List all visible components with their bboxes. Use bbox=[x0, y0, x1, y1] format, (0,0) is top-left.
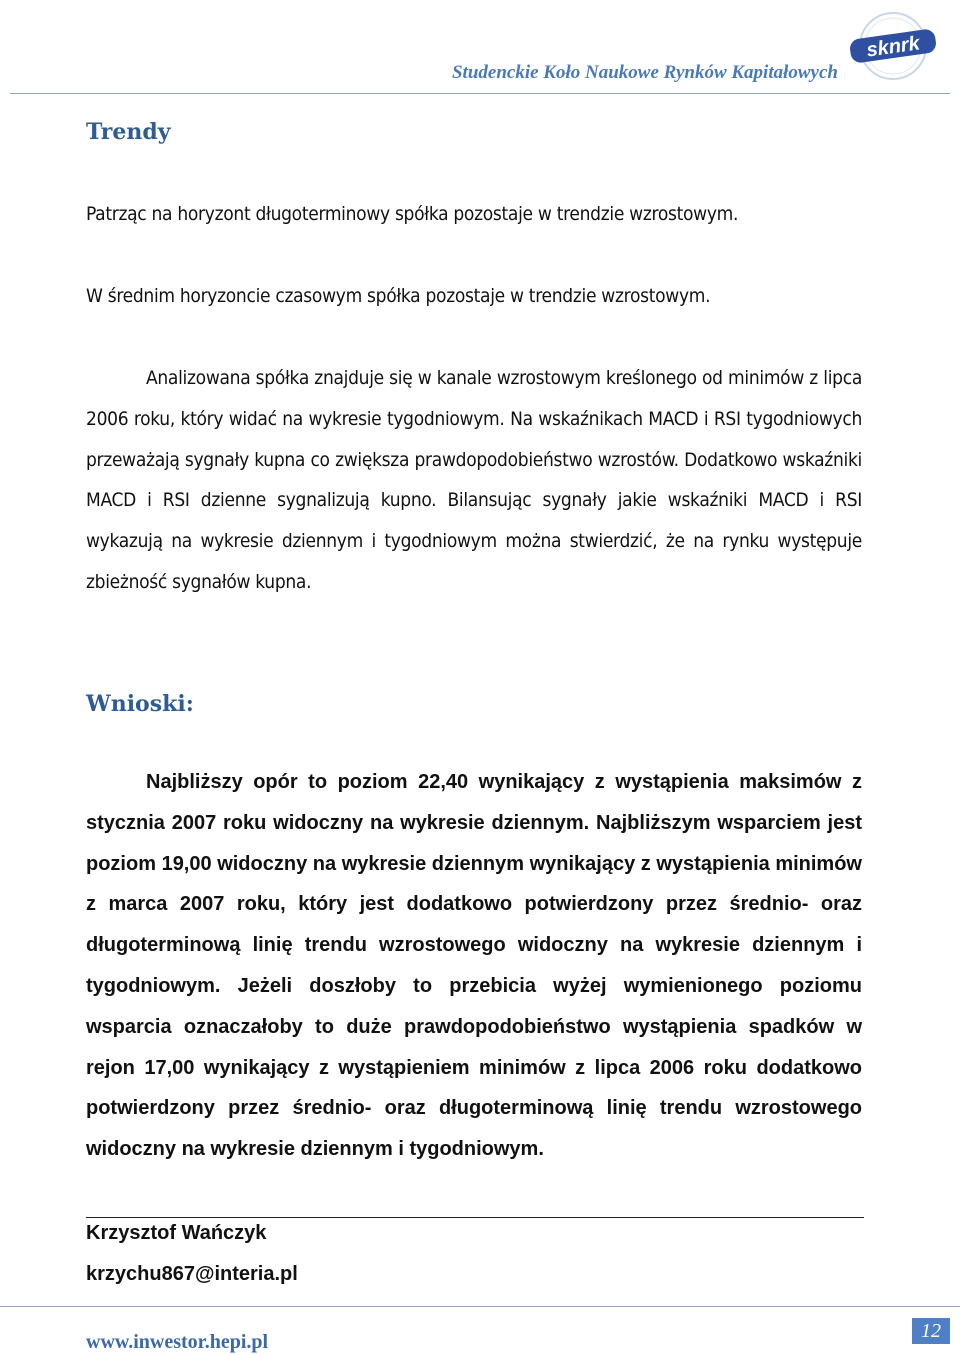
page-number: 12 bbox=[912, 1318, 950, 1344]
author-divider bbox=[86, 1217, 864, 1218]
author-email[interactable]: krzychu867@interia.pl bbox=[86, 1263, 298, 1285]
author-name: Krzysztof Wańczyk bbox=[86, 1222, 267, 1244]
website-link[interactable]: www.inwestor.hepi.pl bbox=[86, 1331, 269, 1353]
sknrk-logo bbox=[842, 10, 944, 82]
paragraph-analysis: Analizowana spółka znajduje się w kanale wzrostowym kreślonego od minimów z lipca 2006 roku, który widać na wykresie tygodniowym. Na wskaźnikach MACD i RSI tygodniowych przeważają sygnały kupna co zwiększa prawdopodobieństwo wzrostów. Dodatkowo wskaźniki MACD i RSI dzienne sygnalizują kupno. Bilansując sygnały jakie wskaźniki MACD i RSI wykazują na wykresie dziennym i tygodniowym można stwierdzić, że na rynku występuje zbieżność sygnałów kupna. bbox=[86, 367, 862, 593]
paragraph-mid-term: W średnim horyzoncie czasowym spółka pozostaje w trendzie wzrostowym. bbox=[86, 285, 711, 307]
paragraph-long-term: Patrząc na horyzont długoterminowy spółka pozostaje w trendzie wzrostowym. bbox=[86, 203, 739, 225]
section-title-trendy: Trendy bbox=[86, 119, 171, 145]
svg-text:sknrk: sknrk bbox=[865, 32, 922, 62]
header-divider bbox=[10, 93, 950, 94]
section-title-wnioski: Wnioski: bbox=[86, 691, 194, 717]
org-name: Studenckie Koło Naukowe Rynków Kapitałowych bbox=[451, 62, 838, 83]
footer-divider bbox=[0, 1306, 960, 1307]
paragraph-conclusions: Najbliższy opór to poziom 22,40 wynikający z wystąpienia maksimów z stycznia 2007 roku widoczny na wykresie dziennym. Najbliższym wsparciem jest poziom 19,00 widoczny na wykresie dziennym wynikający z wystąpienia minimów z marca 2007 roku, który jest dodatkowo potwierdzony przez średnio- oraz długoterminową linię trendu wzrostowego widoczny na wykresie dziennym i tygodniowym. Jeżeli doszłoby to przebicia wyżej wymienionego poziomu wsparcia oznaczałoby to duże prawdopodobieństwo wystąpienia spadków w rejon 17,00 wynikający z wystąpieniem minimów z lipca 2006 roku dodatkowo potwierdzony przez średnio- oraz długoterminową linię trendu wzrostowego widoczny na wykresie dziennym i tygodniowym. bbox=[86, 771, 862, 1161]
